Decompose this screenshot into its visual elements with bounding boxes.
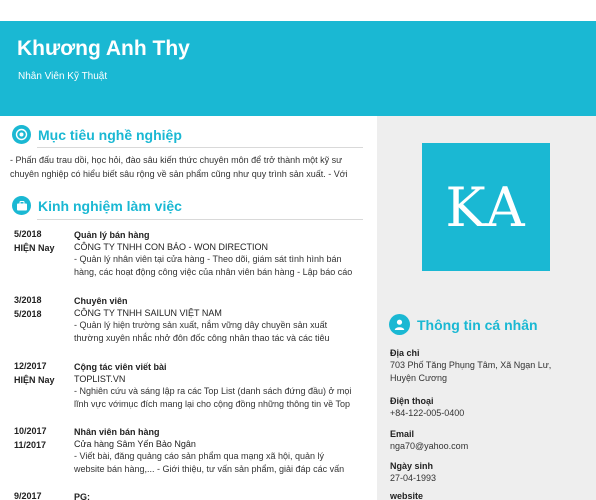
experience-date-from: 3/2018 [14,295,42,305]
experience-item [0,361,377,421]
experience-body [74,361,364,410]
briefcase-icon [12,196,31,215]
personal-info-heading [389,314,538,335]
experience-item [0,295,377,355]
objective-line: - Phấn đấu trau dồi, học hỏi, đào sâu kiến thức chuyên môn để trở thành một kỹ sư [10,155,343,165]
experience-role: Chuyên viên [74,296,128,306]
field-label: Ngày sinh [390,461,434,471]
birthdate-field [390,460,590,485]
field-value: nga70@yahoo.com [390,441,469,451]
objective-text [10,154,368,181]
cv-header [0,21,596,116]
experience-item [0,491,377,500]
experience-item [0,229,377,289]
avatar: KA [422,143,550,271]
experience-item [0,426,377,486]
field-label: Điện thoại [390,396,434,406]
experience-date-to: HIỆN Nay [14,375,55,385]
field-label: Email [390,429,415,439]
field-label: website [390,491,424,500]
experience-date-from: 9/2017 [14,491,42,500]
field-value: +84-122-005-0400 [390,408,465,418]
objective-line: chuyên nghiệp có hiểu biết sâu rộng về sản phẩm cũng như quy trình sản xuất. - Với [10,168,348,179]
experience-desc-line: - Quản lý hiện trường sản xuất, nắm vững dây chuyền sản xuất [74,320,328,330]
personal-info-title: Thông tin cá nhân [417,316,538,333]
field-value: 27-04-1993 [390,473,437,483]
experience-company: CÔNG TY TNHH SAILUN VIỆT NAM [74,308,222,318]
experience-desc-line: hàng, các hoạt động công việc của nhân viên bán hàng - Lập báo cáo [74,266,353,277]
main-column [0,116,377,500]
experience-desc-line: website bán hàng,... - Giới thiệu, tư vấn sản phẩm, giải đáp các vấn [74,463,345,474]
experience-title: Kinh nghiệm làm việc [38,197,182,214]
experience-desc-line: lĩnh vực vớimục đích mang lại cho cộng đồng những thông tin về Top [74,398,350,409]
experience-desc-line: - Nghiên cứu và sáng lập ra các Top List (danh sách đứng đầu) ở mọi [74,386,352,396]
user-icon [389,314,410,335]
address-field [390,347,590,384]
experience-heading [12,196,182,215]
field-value: Huyện Cương [390,372,447,383]
field-value: 703 Phố Tăng Phụng Tâm, Xã Ngạn Lư, [390,360,552,370]
sidebar-column [377,116,596,500]
field-label: Địa chỉ [390,348,420,358]
objective-divider [37,147,363,148]
email-field [390,428,590,453]
objective-heading [12,125,182,144]
experience-body [74,491,364,500]
experience-role: Nhân viên bán hàng [74,427,160,437]
experience-role: Quản lý bán hàng [74,230,150,240]
experience-date-from: 10/2017 [14,426,47,436]
experience-desc-line: - Viết bài, đăng quảng cáo sản phẩm qua mạng xã hội, quản lý [74,451,325,461]
experience-date-from: 12/2017 [14,361,47,371]
experience-body [74,426,364,475]
candidate-name: Khương Anh Thy [17,37,190,60]
experience-date-from: 5/2018 [14,229,42,239]
experience-body [74,295,364,344]
candidate-job-title: Nhân Viên Kỹ Thuật [18,71,108,82]
experience-role: PG: [74,492,91,500]
experience-role: Cộng tác viên viết bài [74,362,167,372]
experience-company: CÔNG TY TNHH CON BÁO - WON DIRECTION [74,242,269,252]
experience-company: TOPLIST.VN [74,374,126,384]
experience-company: Cửa hàng Sâm Yến Bảo Ngân [74,439,196,449]
experience-body [74,229,364,278]
website-field [390,490,590,500]
experience-desc-line: thường xuyên nhắc nhở đôn đốc công nhân thao tác và các tiêu [74,332,330,343]
experience-desc-line: - Quản lý nhân viên tại cửa hàng - Theo dõi, giám sát tình hình bán [74,254,342,264]
experience-date-to: 5/2018 [14,309,42,319]
target-icon [12,125,31,144]
experience-date-to: HIỆN Nay [14,243,55,253]
experience-divider [37,219,363,220]
experience-date-to: 11/2017 [14,440,47,450]
phone-field [390,395,590,420]
objective-title: Mục tiêu nghề nghiệp [38,126,182,143]
